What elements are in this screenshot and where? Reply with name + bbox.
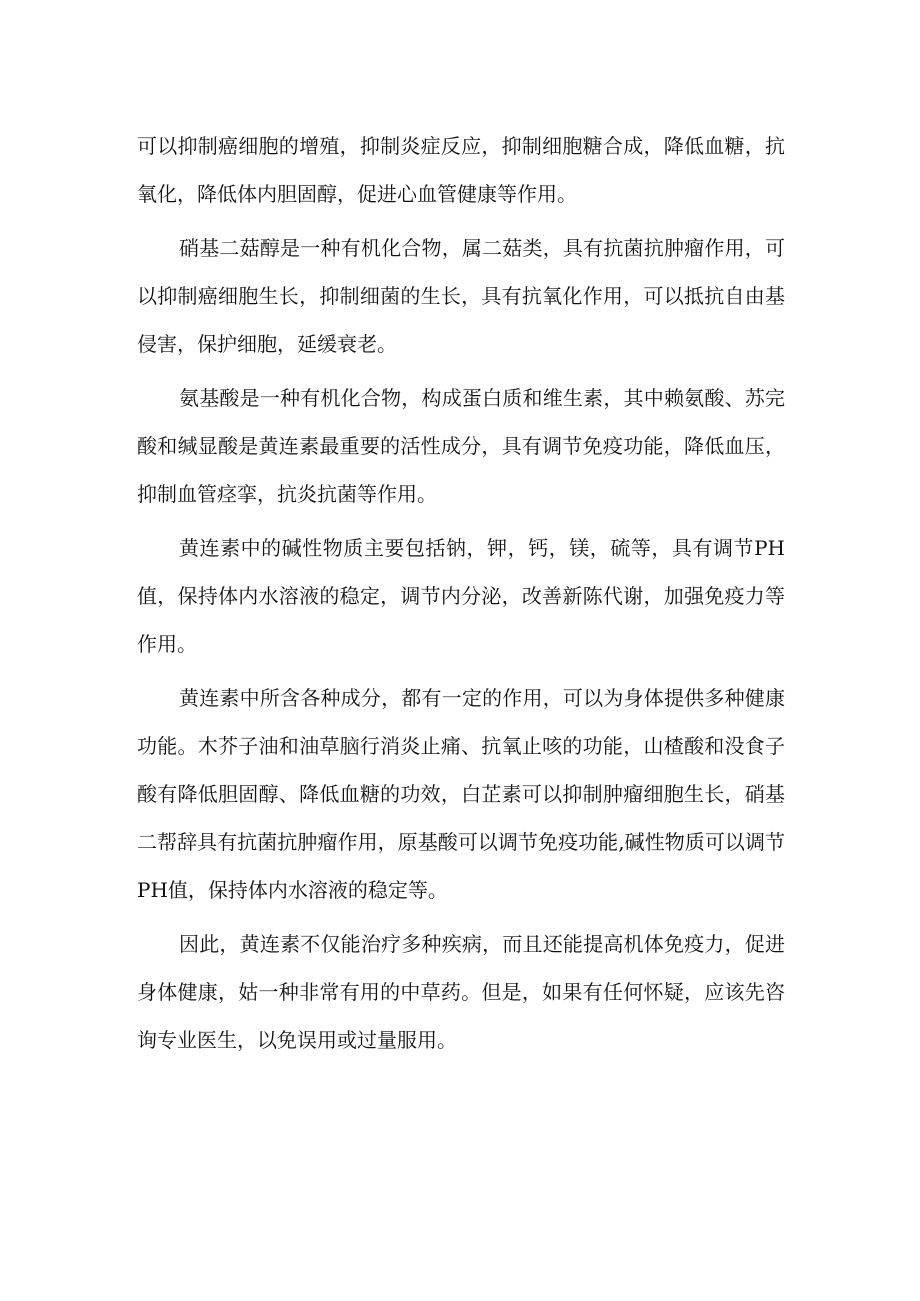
- paragraph-3: 氨基酸是一种有机化合物，构成蛋白质和维生素，其中赖氨酸、苏完酸和缄显酸是黄连素最重要的活性成分，具有调节免疫功能，降低血压，抑制血管痉挛，抗炎抗菌等作用。: [137, 386, 785, 506]
- paragraph-1: 可以抑制癌细胞的增殖，抑制炎症反应，抑制细胞糖合成，降低血糖，抗氧化，降低体内胆固醇，促进心血管健康等作用。: [137, 134, 785, 206]
- paragraph-6: 因此，黄连素不仅能治疗多种疾病，而且还能提高机体免疫力，促进身体健康，姑一种非常有用的中草药。但是，如果有任何怀疑，应该先咨询专业医生，以免误用或过量服用。: [137, 932, 785, 1052]
- paragraph-5: 黄连素中所含各种成分，都有一定的作用，可以为身体提供多种健康功能。木芥子油和油草脑行消炎止痛、抗氧止咳的功能，山楂酸和没食子酸有降低胆固醇、降低血糖的功效，白芷素可以抑制肿瘤细胞生长，硝基二帮辞具有抗菌抗肿瘤作用，原基酸可以调节免疫功能,碱性物质可以调节PH值，保持体内水溶液的稳定等。: [137, 686, 785, 902]
- paragraph-4: 黄连素中的碱性物质主要包括钠，钾，钙，镁，硫等，具有调节PH值，保持体内水溶液的稳定，调节内分泌，改善新陈代谢，加强免疫力等作用。: [137, 536, 785, 656]
- document-body: [137, 122, 785, 1064]
- paragraph-2: 硝基二菇醇是一种有机化合物，属二菇类，具有抗菌抗肿瘤作用，可以抑制癌细胞生长，抑制细菌的生长，具有抗氧化作用，可以抵抗自由基侵害，保护细胞，延缓衰老。: [137, 236, 785, 356]
